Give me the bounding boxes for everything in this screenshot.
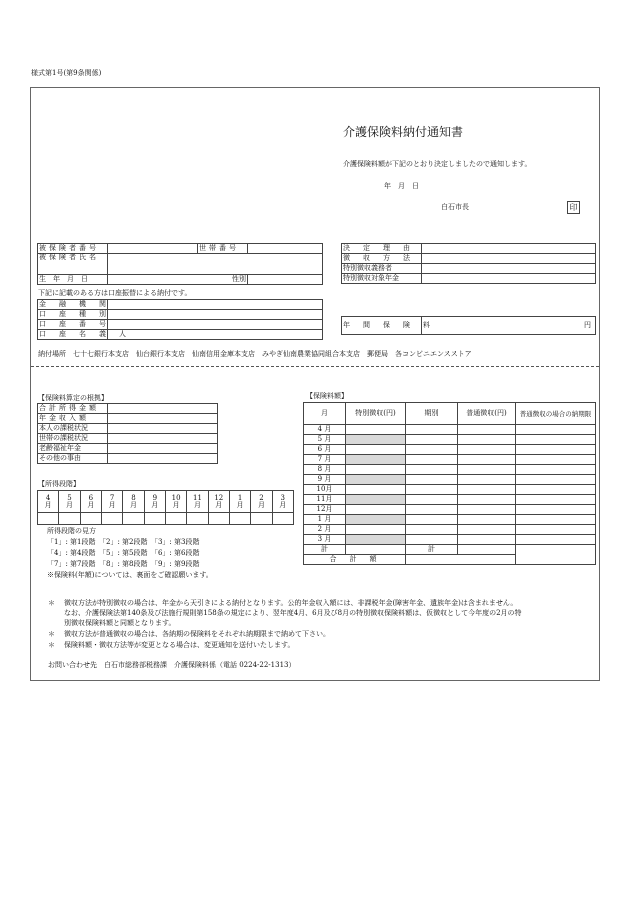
income-month-header: 12 月 (208, 491, 229, 513)
bank-transfer-note: 下記に記載のある方は口座振替による納付です。 (38, 289, 192, 297)
income-month-header: 5 月 (59, 491, 80, 513)
basis-row-value (108, 454, 218, 464)
premium-normal-subtotal (458, 545, 516, 555)
premium-normal-cell (458, 535, 516, 545)
insured-name-label: 被保険者氏名 (38, 254, 108, 275)
annual-premium-value (422, 317, 596, 335)
income-level-table (37, 490, 294, 525)
premium-normal-cell (458, 525, 516, 535)
legend-title: 所得段階の見方 (47, 527, 96, 535)
income-month-header: 3 月 (272, 491, 293, 513)
insured-info-table (37, 243, 323, 285)
basis-row-label: 本人の課税状況 (38, 424, 108, 434)
note-text: 徴収方法が特別徴収の場合は、年金から天引きによる納付となります。公的年金収入額には、非課税年金(障害年金、遺族年金)は含まれません。 (64, 599, 518, 607)
account-number-value (108, 320, 323, 330)
income-month-header: 6 月 (80, 491, 101, 513)
premium-normal-subtotal-label: 計 (406, 545, 458, 555)
account-holder-value (108, 330, 323, 340)
income-month-header: 10 月 (165, 491, 186, 513)
collection-method-label: 徴 収 方 法 (342, 254, 422, 264)
income-level-cell (251, 513, 272, 525)
document-frame (30, 87, 600, 681)
premium-normal-cell (458, 445, 516, 455)
premium-month: 1 月 (304, 515, 346, 525)
premium-normal-cell (458, 455, 516, 465)
income-level-cell (208, 513, 229, 525)
premium-month: 2 月 (304, 525, 346, 535)
premium-special-cell (346, 475, 406, 485)
premium-term-cell (406, 515, 458, 525)
premium-normal-cell (458, 435, 516, 445)
insured-number-value (108, 244, 198, 254)
premium-due-cell (516, 525, 596, 535)
annual-premium-table (341, 316, 596, 335)
note-mark: ＊ (48, 630, 55, 638)
decision-reason-value (422, 244, 596, 254)
premium-grand-total-value (406, 555, 516, 565)
legend-line: 「4」: 第4段階 「5」: 第5段階 「6」: 第6段階 (47, 549, 200, 557)
premium-due-cell (516, 515, 596, 525)
basis-row-value (108, 424, 218, 434)
premium-term-cell (406, 505, 458, 515)
premium-header-due: 普通徴収の場合の納期限 (516, 403, 596, 425)
contact-info: お問い合わせ先 白石市総務部税務課 介護保険料係（電話 0224-22-1313） (48, 661, 296, 669)
income-month-header: 11 月 (187, 491, 208, 513)
premium-grand-total-label: 合 計 額 (304, 555, 406, 565)
income-month-header: 8 月 (123, 491, 144, 513)
sex-label: 性別 (108, 275, 248, 285)
premium-header-term: 期別 (406, 403, 458, 425)
target-pension-label: 特別徴収対象年金 (342, 274, 422, 284)
legend-note: ※保険料(年額)については、裏面をご確認願います。 (47, 571, 213, 579)
income-month-header: 4 月 (38, 491, 59, 513)
note-text: 保険料額・徴収方法等が変更となる場合は、変更通知を送付いたします。 (64, 641, 295, 649)
seal-char: 印 (569, 203, 578, 212)
note-text: 別徴収保険料額と同額となります。 (64, 619, 176, 627)
premium-special-cell (346, 505, 406, 515)
basis-row-label: 世帯の課税状況 (38, 434, 108, 444)
premium-month: 3 月 (304, 535, 346, 545)
bank-name-value (108, 300, 323, 310)
premium-month: 8 月 (304, 465, 346, 475)
target-pension-value (422, 274, 596, 284)
premium-term-cell (406, 455, 458, 465)
decision-info-table (341, 243, 596, 284)
legend-line: 「7」: 第7段階 「8」: 第8段階 「9」: 第9段階 (47, 560, 200, 568)
note-text: 徴収方法が普通徴収の場合は、各納期の保険料をそれぞれ納期限まで納めて下さい。 (64, 630, 330, 638)
basis-row-value (108, 404, 218, 414)
premium-special-cell (346, 485, 406, 495)
income-month-header: 2 月 (251, 491, 272, 513)
income-level-cell (59, 513, 80, 525)
income-month-header: 9 月 (144, 491, 165, 513)
income-level-cell (123, 513, 144, 525)
income-month-header: 7 月 (101, 491, 122, 513)
basis-heading: 【保険料算定の根拠】 (38, 394, 108, 402)
cut-line (31, 366, 599, 367)
bank-name-label: 金 融 機 関 (39, 300, 109, 308)
premium-normal-cell (458, 495, 516, 505)
income-level-cell (80, 513, 101, 525)
intro-text: 介護保険料額が下記のとおり決定しましたので通知します。 (343, 160, 532, 168)
decision-reason-label: 決 定 理 由 (342, 244, 422, 254)
document-title: 介護保険料納付通知書 (343, 125, 464, 139)
premium-due-cell (516, 505, 596, 515)
premium-due-cell (516, 445, 596, 455)
basis-row-value (108, 414, 218, 424)
issuer: 白石市長 (441, 203, 469, 211)
basis-row-value (108, 444, 218, 454)
premium-due-cell (516, 485, 596, 495)
premium-term-cell (406, 485, 458, 495)
basis-row-label: その他の事由 (38, 454, 108, 464)
basis-row-label: 老齢福祉年金 (38, 444, 108, 454)
premium-month: 9 月 (304, 475, 346, 485)
premium-term-cell (406, 445, 458, 455)
premium-special-cell (346, 425, 406, 435)
basis-row-label: 合計所得金額 (38, 404, 108, 414)
premium-normal-cell (458, 485, 516, 495)
premium-month: 10月 (304, 485, 346, 495)
premium-due-cell (516, 465, 596, 475)
legend-line: 「1」: 第1段階 「2」: 第2段階 「3」: 第3段階 (47, 538, 200, 546)
premium-table (303, 402, 596, 565)
premium-normal-cell (458, 505, 516, 515)
household-number-value (248, 244, 323, 254)
income-level-cell (38, 513, 59, 525)
income-level-cell (165, 513, 186, 525)
note-text: なお、介護保険法第140条及び法施行規則第158条の規定により、翌年度4月、6月及び8月の特別徴収保険料額は、仮徴収として今年度の2月の特 (64, 609, 522, 617)
premium-special-cell (346, 535, 406, 545)
income-level-heading: 【所得段階】 (38, 480, 80, 488)
premium-special-cell (346, 515, 406, 525)
basis-table (37, 403, 218, 464)
premium-subtotal-label: 計 (304, 545, 346, 555)
premium-special-cell (346, 445, 406, 455)
premium-header-normal: 普通徴収(円) (458, 403, 516, 425)
note-mark: ＊ (48, 599, 55, 607)
premium-due-cell (516, 495, 596, 505)
special-collector-value (422, 264, 596, 274)
premium-heading: 【保険料額】 (306, 392, 348, 400)
insured-number-label: 被保険者番号 (38, 244, 108, 254)
premium-term-cell (406, 435, 458, 445)
premium-special-subtotal (346, 545, 406, 555)
premium-special-cell (346, 435, 406, 445)
account-type-value (108, 310, 323, 320)
premium-month: 5 月 (304, 435, 346, 445)
premium-month: 4 月 (304, 425, 346, 435)
premium-normal-cell (458, 425, 516, 435)
collection-method-value (422, 254, 596, 264)
form-number: 様式第1号(第9条関係) (31, 69, 102, 77)
premium-special-cell (346, 455, 406, 465)
premium-term-cell (406, 475, 458, 485)
sex-value (248, 275, 323, 285)
annual-premium-label: 年 間 保 険 料 (342, 317, 422, 335)
premium-month: 7 月 (304, 455, 346, 465)
income-month-header: 1 月 (229, 491, 250, 513)
premium-special-cell (346, 495, 406, 505)
premium-month: 6 月 (304, 445, 346, 455)
premium-normal-cell (458, 465, 516, 475)
bank-info-table (37, 299, 323, 340)
special-collector-label: 特別徴収義務者 (342, 264, 422, 274)
premium-special-cell (346, 465, 406, 475)
basis-row-value (108, 434, 218, 444)
premium-normal-cell (458, 475, 516, 485)
premium-due-cell (516, 535, 596, 545)
premium-due-blank (516, 545, 596, 565)
premium-due-cell (516, 435, 596, 445)
premium-month: 12月 (304, 505, 346, 515)
account-number-label: 口 座 番 号 (39, 320, 109, 328)
insured-name-value (108, 254, 323, 275)
basis-row-label: 年金収入額 (38, 414, 108, 424)
premium-header-month: 月 (304, 403, 346, 425)
premium-term-cell (406, 525, 458, 535)
account-type-label: 口 座 種 別 (39, 310, 109, 318)
date-field: 年 月 日 (384, 182, 419, 190)
premium-due-cell (516, 425, 596, 435)
annual-premium-unit: 円 (584, 321, 591, 329)
income-level-cell (144, 513, 165, 525)
premium-special-cell (346, 525, 406, 535)
payment-places: 納付場所 七十七銀行本支店 仙台銀行本支店 仙南信用金庫本支店 みやぎ仙南農業協同組合本支店 郵便局 各コンビニエンスストア (38, 350, 472, 358)
premium-header-special: 特別徴収(円) (346, 403, 406, 425)
income-level-cell (229, 513, 250, 525)
income-level-cell (187, 513, 208, 525)
income-level-cell (101, 513, 122, 525)
premium-due-cell (516, 455, 596, 465)
premium-term-cell (406, 535, 458, 545)
birthdate-label: 生 年 月 日 (38, 275, 108, 285)
note-mark: ＊ (48, 641, 55, 649)
premium-term-cell (406, 425, 458, 435)
seal-box (567, 201, 580, 214)
account-holder-label: 口 座 名 義 人 (39, 330, 129, 338)
income-level-cell (272, 513, 293, 525)
premium-due-cell (516, 475, 596, 485)
premium-term-cell (406, 495, 458, 505)
premium-normal-cell (458, 515, 516, 525)
premium-month: 11月 (304, 495, 346, 505)
household-number-label: 世帯番号 (198, 244, 248, 254)
premium-term-cell (406, 465, 458, 475)
